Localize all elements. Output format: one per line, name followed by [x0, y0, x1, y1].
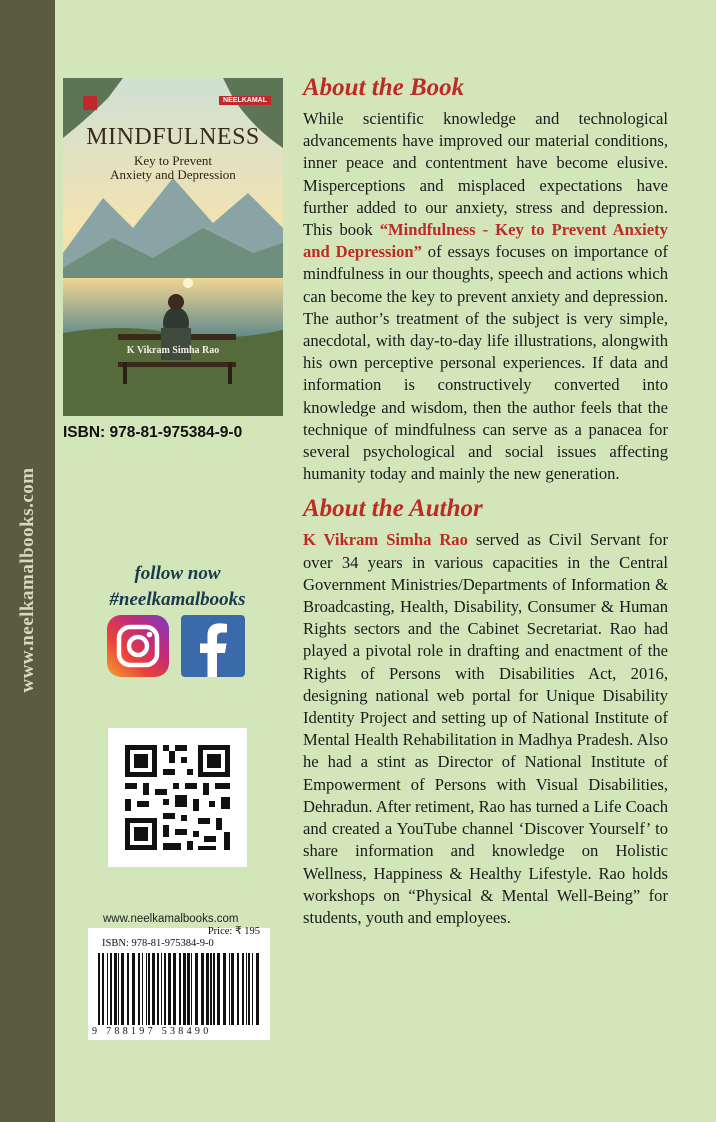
facebook-icon[interactable]: [181, 615, 245, 677]
cover-brand: NEELKAMAL: [219, 96, 271, 105]
barcode-bar: [152, 953, 155, 1025]
barcode-bar: [173, 953, 176, 1025]
barcode-bar: [114, 953, 117, 1025]
barcode-bar: [118, 953, 119, 1025]
about-author-heading: About the Author: [303, 495, 483, 523]
barcode-bar: [168, 953, 171, 1025]
qr-code: [108, 728, 247, 867]
barcode-bar: [110, 953, 112, 1025]
follow-now-text: follow now: [134, 563, 221, 584]
cover-subtitle-line1: Key to Prevent: [134, 153, 212, 168]
barcode-bar: [146, 953, 147, 1025]
barcode-bar: [102, 953, 104, 1025]
barcode-bar: [138, 953, 140, 1025]
cover-author: K Vikram Simha Rao: [126, 345, 220, 356]
barcode-bar: [142, 953, 143, 1025]
barcode-website: www.neelkamalbooks.com: [103, 913, 239, 925]
barcode-bar: [256, 953, 259, 1025]
barcode-bar: [132, 953, 135, 1025]
barcode-bar: [98, 953, 100, 1025]
barcode-bar: [248, 953, 250, 1025]
barcode-bar: [206, 953, 209, 1025]
about-author-bio: served as Civil Servant for over 34 years in various capacities in the Central Government Ministries/Departments of Information & Broadcasting, Health, Disability, Consumer & Human Rights sectors and the Cabinet Secretariat. Rao had played a pivotal role in drafting and enactment of the Rights of Persons with Disabilities Act, 2016, designing national web portal for Unique Disability Identity Project and setting up of National Institute of Mental Health Rehabilitation in Madhya Pradesh. Also he had a stint as Director of National Institute of Empowerment of Persons with Visual Disabilities, Dehradun. After retiment, Rao has turned a Life Coach and created a YouTube channel ‘Discover Yourself’ to share information and knowledge on Holistic Wellness, Happiness & Healthy Lifestyle. Rao holds workshops on “Physical & Mental Well-Being” for students, youth and employees.: [303, 530, 668, 927]
spine-website: www.neelkamalbooks.com: [17, 467, 38, 693]
barcode-bar: [195, 953, 198, 1025]
about-book-heading: About the Book: [303, 74, 465, 101]
author-name-highlight: K Vikram Simha Rao: [303, 530, 468, 550]
cover-subtitle: [63, 154, 283, 182]
about-book-text-part2: of essays focuses on importance of mindfulness in our thoughts, speech and actions which can become the key to prevent anxiety and depression. The author’s treatment of the subject is very simple, anecdotal, with day-to-day life illustrations, alongwith his own perceptive personal experiences. If data and information is constructively converted into knowledge and wisdom, then the author feels that the technique of mindfulness can serve as a panacea for several psychological and social issues affecting humanity today and mainly the new generation.: [303, 242, 668, 484]
barcode-bar: [179, 953, 181, 1025]
barcode-bar: [148, 953, 150, 1025]
barcode-bar: [213, 953, 215, 1025]
barcode-bar: [229, 953, 230, 1025]
barcode-bar: [246, 953, 247, 1025]
instagram-icon[interactable]: [107, 615, 169, 677]
about-author-text: [303, 529, 668, 929]
barcode-bar: [252, 953, 253, 1025]
right-column: [303, 74, 668, 929]
barcode-bar: [201, 953, 204, 1025]
barcode-bar: [237, 953, 239, 1025]
book-title-highlight: “Mindfulness - Key to Prevent Anxiety and Depression”: [303, 220, 668, 262]
hashtag-text: #neelkamalbooks: [109, 589, 246, 610]
barcode-bar: [164, 953, 166, 1025]
barcode-digits: 9 788197 538490: [92, 1026, 212, 1037]
about-book-text: [303, 108, 668, 485]
cover-title: MINDFULNESS: [86, 124, 260, 150]
barcode-bar: [217, 953, 220, 1025]
barcode-bar: [157, 953, 159, 1025]
barcode-bar: [127, 953, 129, 1025]
barcode-bar: [242, 953, 244, 1025]
barcode: [94, 953, 264, 1025]
barcode-bar: [187, 953, 190, 1025]
barcode-bar: [107, 953, 108, 1025]
barcode-label: [88, 928, 270, 1040]
barcode-bar: [161, 953, 162, 1025]
about-book-text-part1: While scientific knowledge and technological advancements have improved our material conditions, inner peace and contentment have become elusive. Misperceptions and misplaced expectations have further added to our anxiety, stress and depression. This book: [303, 109, 668, 240]
barcode-bar: [191, 953, 192, 1025]
barcode-bar: [121, 953, 124, 1025]
price-text: Price: ₹ 195: [207, 926, 260, 937]
barcode-bar: [223, 953, 226, 1025]
cover-subtitle-line2: Anxiety and Depression: [110, 167, 236, 182]
book-cover-image: [63, 78, 283, 416]
barcode-bar: [231, 953, 234, 1025]
barcode-bar: [183, 953, 186, 1025]
isbn-label: ISBN: 978-81-975384-9-0: [63, 424, 243, 441]
publisher-logo: [83, 96, 97, 110]
barcode-bar: [210, 953, 212, 1025]
spine: [0, 0, 55, 1122]
barcode-isbn: ISBN: 978-81-975384-9-0: [102, 938, 214, 949]
